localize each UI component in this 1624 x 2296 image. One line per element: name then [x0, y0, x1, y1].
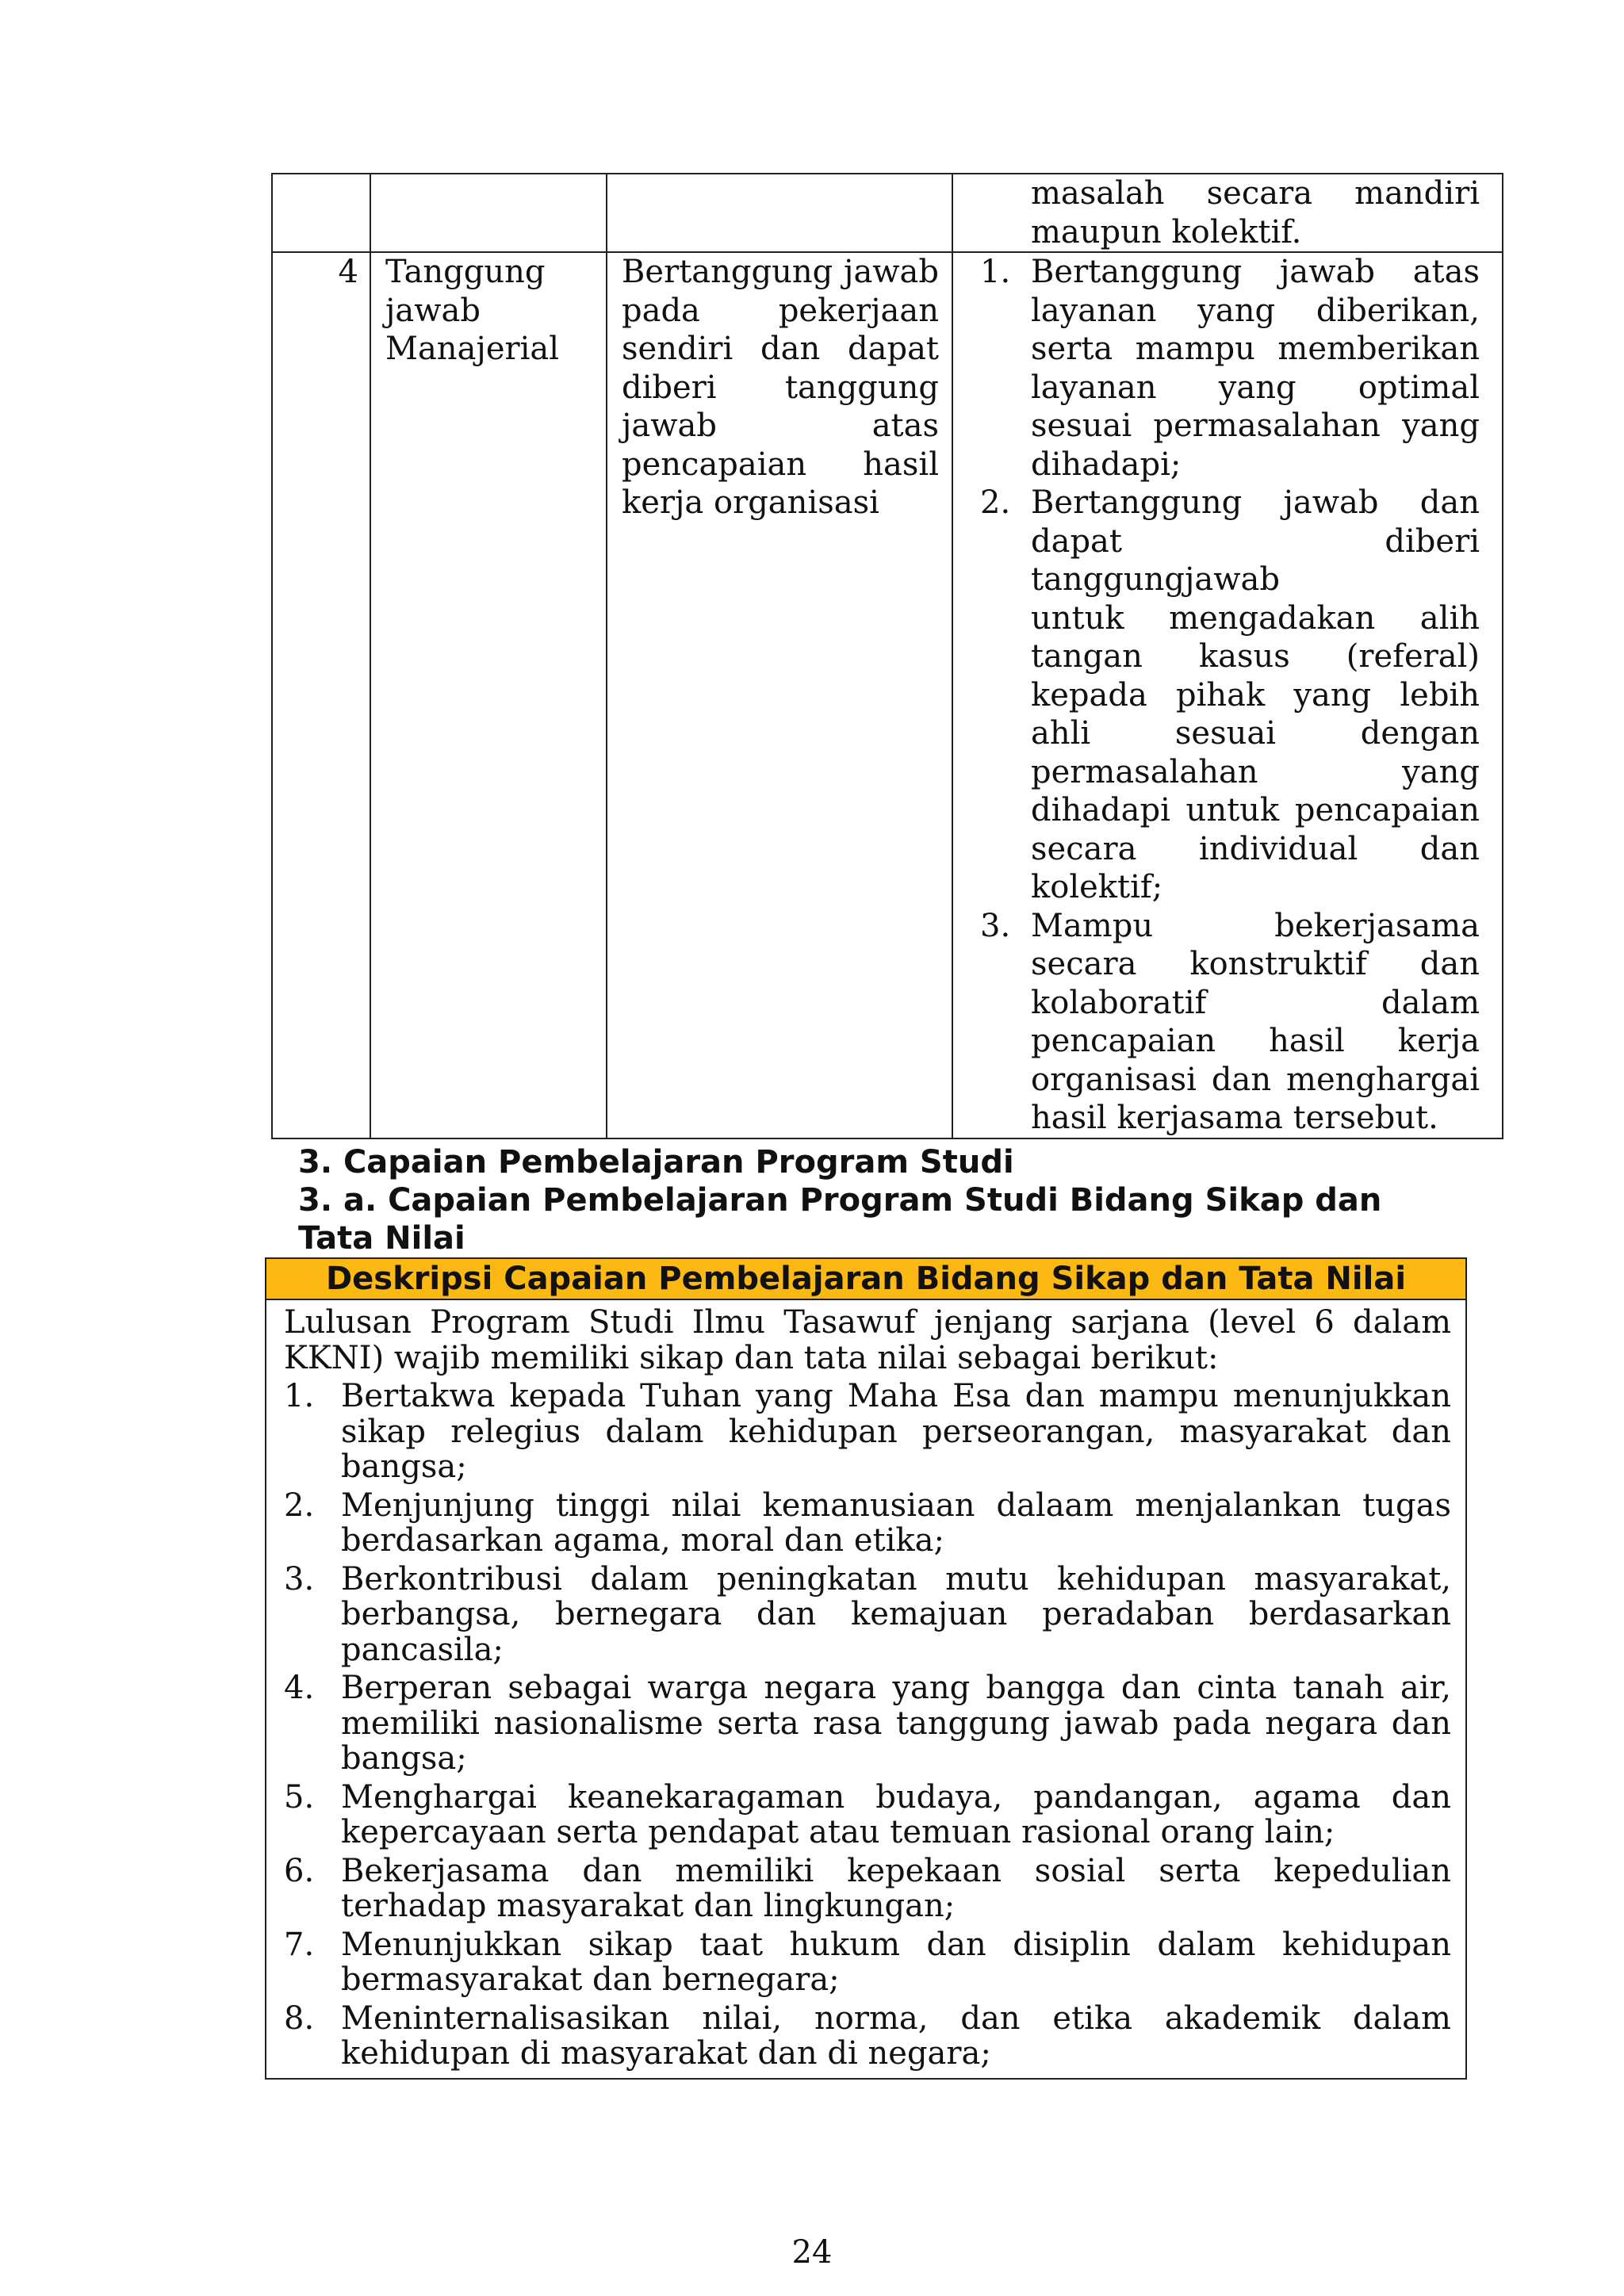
- subsection-heading: 3. a. Capaian Pembelajaran Program Studi Bidang Sikap dan Tata Nilai: [298, 1182, 1382, 1257]
- indicator-line: dihadapi untuk pencapaian: [1031, 792, 1480, 828]
- list-number: 2.: [284, 1487, 315, 1524]
- indicator-line: layanan yang optimal: [1031, 369, 1480, 406]
- list-number: 4.: [284, 1670, 315, 1706]
- list-text: Menjunjung tinggi nilai kemanusiaan dalaam menjalankan tugas berdasarkan agama, moral dan etika;: [341, 1487, 1451, 1559]
- description-line: jawab atas: [622, 408, 939, 444]
- competency-table: [271, 173, 1503, 1139]
- indicator-line: hasil kerjasama tersebut.: [1031, 1100, 1438, 1136]
- list-number: 2.: [980, 484, 1011, 521]
- cell-desc-empty: [607, 174, 952, 252]
- list-number: 3.: [980, 907, 1011, 944]
- list-item: [284, 1854, 1451, 1924]
- intro-paragraph: Lulusan Program Studi Ilmu Tasawuf jenjang sarjana (level 6 dalam KKNI) wajib memiliki sikap dan tata nilai sebagai berikut:: [284, 1304, 1451, 1376]
- list-item: [980, 484, 1480, 907]
- list-item: [284, 1927, 1451, 1998]
- description-line: Bertanggung jawab: [622, 254, 939, 290]
- list-number: 7.: [284, 1926, 315, 1963]
- cell-num-empty: [272, 174, 370, 252]
- description-line: kerja organisasi: [622, 484, 879, 521]
- cell-indicator-continued: [952, 174, 1503, 252]
- list-number: 5.: [284, 1778, 315, 1816]
- indicator-list: [980, 253, 1480, 1138]
- cell-indicators: [952, 252, 1503, 1138]
- list-item: [284, 1562, 1451, 1668]
- indicator-line: maupun kolektif.: [1031, 213, 1302, 251]
- list-item: [284, 1488, 1451, 1559]
- indicator-line: secara konstruktif dan: [1031, 946, 1480, 982]
- list-item: [980, 253, 1480, 484]
- list-item: [284, 1379, 1451, 1485]
- indicator-line: Mampu bekerjasama: [1031, 907, 1480, 944]
- list-number: 1.: [980, 254, 1011, 290]
- description-line: pencapaian hasil: [622, 446, 939, 483]
- list-text: Meninternalisasikan nilai, norma, dan etika akademik dalam kehidupan di masyarakat dan di negara;: [341, 1999, 1451, 2072]
- table-row: [272, 252, 1503, 1138]
- indicator-line: sesuai permasalahan yang: [1031, 408, 1480, 444]
- indicator-line: kepada pihak yang lebih: [1031, 676, 1480, 714]
- indicator-line: tangan kasus (referal): [1031, 638, 1480, 675]
- indicator-line: organisasi dan menghargai: [1031, 1061, 1480, 1098]
- indicator-line: kolektif;: [1031, 869, 1163, 905]
- list-text: Menghargai keanekaragaman budaya, pandangan, agama dan kepercayaan serta pendapat atau temuan rasional orang lain;: [341, 1778, 1451, 1850]
- description-line: sendiri dan dapat: [622, 331, 939, 367]
- list-text: Berkontribusi dalam peningkatan mutu kehidupan masyarakat, berbangsa, bernegara dan kemajuan peradaban berdasarkan pancasila;: [341, 1560, 1451, 1668]
- indicator-line: dihadapi;: [1031, 446, 1182, 483]
- list-text: Bekerjasama dan memiliki kepekaan sosial serta kepedulian terhadap masyarakat dan lingkungan;: [341, 1852, 1451, 1924]
- box-body: [266, 1300, 1465, 2078]
- list-item: [284, 1780, 1451, 1850]
- cell-aspek-empty: [370, 174, 607, 252]
- cell-aspek: [370, 252, 607, 1138]
- indicator-line: masalah secara mandiri: [1031, 175, 1480, 212]
- list-item: [284, 2001, 1451, 2072]
- indicator-line: Bertanggung jawab atas: [1031, 254, 1480, 290]
- indicator-line: pencapaian hasil kerja: [1031, 1023, 1480, 1059]
- outcome-list: [284, 1379, 1451, 2072]
- table-row-continued: [272, 174, 1503, 252]
- list-number: 3.: [284, 1560, 315, 1598]
- indicator-line: secara individual dan: [1031, 830, 1480, 867]
- list-text: Berperan sebagai warga negara yang bangga dan cinta tanah air, memiliki nasionalisme serta rasa tanggung jawab pada negara dan bangsa;: [341, 1670, 1451, 1777]
- indicator-line: layanan yang diberikan,: [1031, 292, 1480, 329]
- indicator-line: permasalahan yang: [1031, 753, 1480, 790]
- indicator-line: untuk mengadakan alih: [1031, 599, 1480, 637]
- list-item: [284, 1670, 1451, 1777]
- list-text: Bertakwa kepada Tuhan yang Maha Esa dan mampu menunjukkan sikap relegius dalam kehidupan perseorangan, masyarakat dan bangsa;: [341, 1378, 1451, 1485]
- cell-description: [607, 252, 952, 1138]
- cell-row-number: 4: [272, 252, 370, 1138]
- aspek-line: Tanggung: [385, 254, 546, 290]
- aspek-line: jawab: [385, 292, 481, 329]
- description-line: pada pekerjaan: [622, 292, 939, 329]
- list-number: 8.: [284, 1999, 315, 2037]
- box-header: Deskripsi Capaian Pembelajaran Bidang Sikap dan Tata Nilai: [266, 1259, 1465, 1300]
- indicator-line: kolaboratif dalam: [1031, 984, 1480, 1021]
- page-number: 24: [791, 2234, 833, 2271]
- indicator-line: ahli sesuai dengan: [1031, 715, 1480, 752]
- learning-outcomes-box: [265, 1257, 1467, 2080]
- description-line: diberi tanggung: [622, 369, 939, 406]
- list-number: 1.: [284, 1378, 315, 1414]
- indicator-line: serta mampu memberikan: [1031, 331, 1480, 367]
- list-number: 6.: [284, 1852, 315, 1889]
- indicator-line: dapat diberi tanggungjawab: [1031, 522, 1480, 598]
- list-item: [980, 907, 1480, 1138]
- aspek-line: Manajerial: [385, 331, 560, 367]
- indicator-line: Bertanggung jawab dan: [1031, 484, 1480, 521]
- section-heading: 3. Capaian Pembelajaran Program Studi: [298, 1144, 1014, 1181]
- list-text: Menunjukkan sikap taat hukum dan disiplin dalam kehidupan bermasyarakat dan bernegara;: [341, 1926, 1451, 1998]
